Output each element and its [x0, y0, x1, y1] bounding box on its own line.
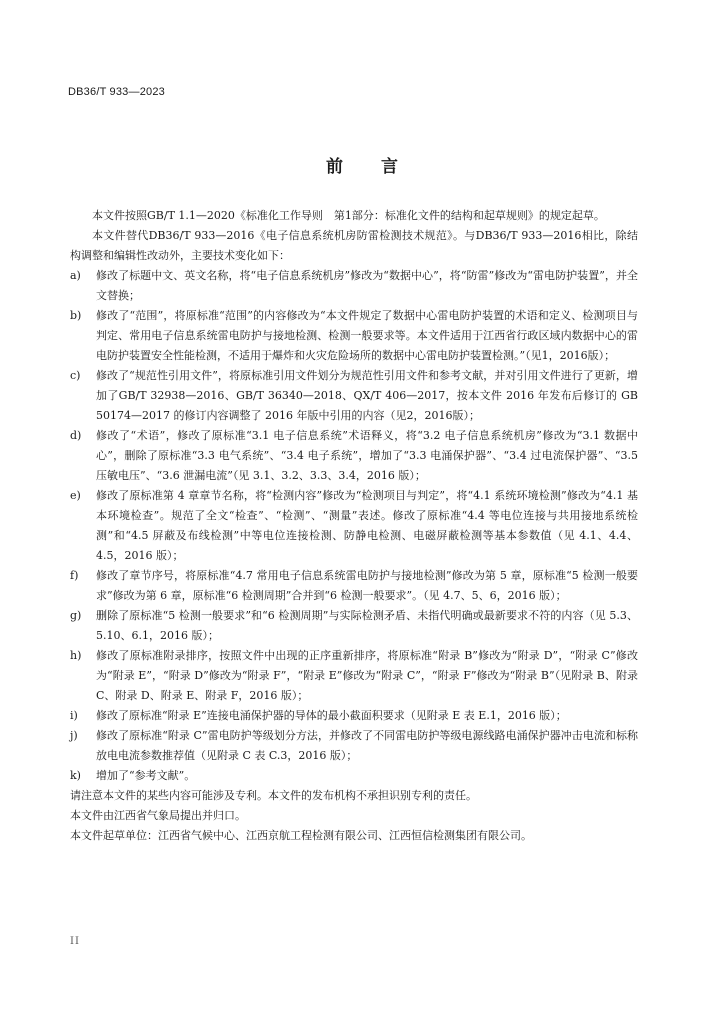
page-title: 前言 [326, 157, 436, 177]
list-item [70, 266, 638, 306]
list-marker: i) [70, 709, 78, 722]
list-marker: k) [70, 769, 81, 782]
list-item-text: 修改了原标准“附录 E”连接电涌保护器的导体的最小截面积要求（见附录 E 表 E.1，2016 版）； [96, 709, 567, 722]
list-marker: f) [70, 569, 79, 582]
list-marker: g) [70, 609, 82, 622]
intro-paragraph-1: 本文件按照GB/T 1.1—2020《标准化工作导则 第1部分：标准化文件的结构和起草规则》的规定起草。 [92, 209, 605, 222]
list-item-text: 增加了“参考文献”。 [96, 769, 196, 782]
list-item-text: 修改了原标准第 4 章章节名称，将“检测内容”修改为“检测项目与判定”，将“4.1 系统环境检测”修改为“4.1 基本环境检查”。规范了全文“检查”、“检测”、“测量”表述。修改了原标准“4.4 等电位连接与共用接地系统检测”和“4.5 屏蔽及布线检测”中等电位连接检测、防静电检测、电磁屏蔽检测等基本参数值（见 4.1、4.4、4.5，2016 版）； [96, 489, 638, 562]
list-item [70, 726, 638, 766]
list-item-text: 修改了原标准“附录 C”雷电防护等级划分方法，并修改了不同雷电防护等级电源线路电涌保护器冲击电流和标称放电电流参数推荐值（见附录 C 表 C.3，2016 版）； [96, 729, 638, 762]
list-item-text: 删除了原标准“5 检测一般要求”和“6 检测周期”与实际检测矛盾、未指代明确或最新要求不符的内容（见 5.3、5.10、6.1，2016 版）； [96, 609, 638, 642]
list-marker: h) [70, 649, 82, 662]
list-marker: j) [70, 729, 78, 742]
list-marker: b) [70, 309, 82, 322]
change-list [70, 266, 638, 786]
list-item [70, 706, 638, 726]
list-item [70, 306, 638, 366]
intro-paragraph-2: 本文件替代DB36/T 933—2016《电子信息系统机房防雷检测技术规范》。与DB36/T 933—2016相比，除结构调整和编辑性改动外，主要技术变化如下： [70, 229, 638, 262]
list-item [70, 766, 638, 786]
patent-notice: 请注意本文件的某些内容可能涉及专利。本文件的发布机构不承担识别专利的责任。 [70, 789, 477, 802]
drafting-units: 本文件起草单位：江西省气候中心、江西京航工程检测有限公司、江西恒信检测集团有限公司。 [70, 829, 532, 842]
proposer-statement: 本文件由江西省气象局提出并归口。 [70, 809, 246, 822]
list-marker: c) [70, 369, 81, 382]
list-marker: e) [70, 489, 81, 502]
list-item-text: 修改了章节序号，将原标准“4.7 常用电子信息系统雷电防护与接地检测”修改为第 5 章，原标准“5 检测一般要求”修改为第 6 章，原标准“6 检测周期”合并到“6 检测一般要求”。（见 4.7、5、6，2016 版）； [96, 569, 638, 602]
list-item-text: 修改了“范围”，将原标准“范围”的内容修改为“本文件规定了数据中心雷电防护装置的术语和定义、检测项目与判定、常用电子信息系统雷电防护与接地检测、检测一般要求等。本文件适用于江西省行政区域内数据中心的雷电防护装置安全性能检测，不适用于爆炸和火灾危险场所的数据中心雷电防护装置检测。”（见1，2016版）； [96, 309, 638, 362]
page-number: II [70, 936, 80, 947]
list-item [70, 486, 638, 566]
list-item-text: 修改了原标准附录排序，按照文件中出现的正序重新排序，将原标准“附录 B”修改为“附录 D”，“附录 C”修改为“附录 E”，“附录 D”修改为“附录 F”，“附录 E”修改为“附录 C”，“附录 F”修改为“附录 B”（见附录 B、附录 C、附录 D、附录 E、附录 F，2016 版）； [96, 649, 638, 702]
document-code: DB36/T 933—2023 [68, 86, 165, 98]
list-item [70, 426, 638, 486]
list-item-text: 修改了“规范性引用文件”，将原标准引用文件划分为规范性引用文件和参考文献，并对引用文件进行了更新，增加了GB/T 32938—2016、GB/T 36340—2018、QX/T 406—2017，按本文件 2016 年发布后修订的 GB 50174—2017 的修订内容调整了 2016 年版中引用的内容（见2，2016版）； [96, 369, 638, 422]
list-item [70, 366, 638, 426]
foreword-body [70, 206, 638, 846]
list-item [70, 606, 638, 646]
list-item [70, 646, 638, 706]
list-item-text: 修改了“术语”，修改了原标准“3.1 电子信息系统”术语释义，将“3.2 电子信息系统机房”修改为“3.1 数据中心”，删除了原标准“3.3 电气系统”、“3.4 电子系统”，增加了“3.3 电涌保护器”、“3.4 过电流保护器”、“3.5 压敏电压”、“3.6 泄漏电流”（见 3.1、3.2、3.3、3.4，2016 版）； [96, 429, 638, 482]
list-marker: a) [70, 269, 81, 282]
list-marker: d) [70, 429, 82, 442]
list-item [70, 566, 638, 606]
list-item-text: 修改了标题中文、英文名称，将“电子信息系统机房”修改为“数据中心”，将“防雷”修改为“雷电防护装置”，并全文替换； [96, 269, 638, 302]
